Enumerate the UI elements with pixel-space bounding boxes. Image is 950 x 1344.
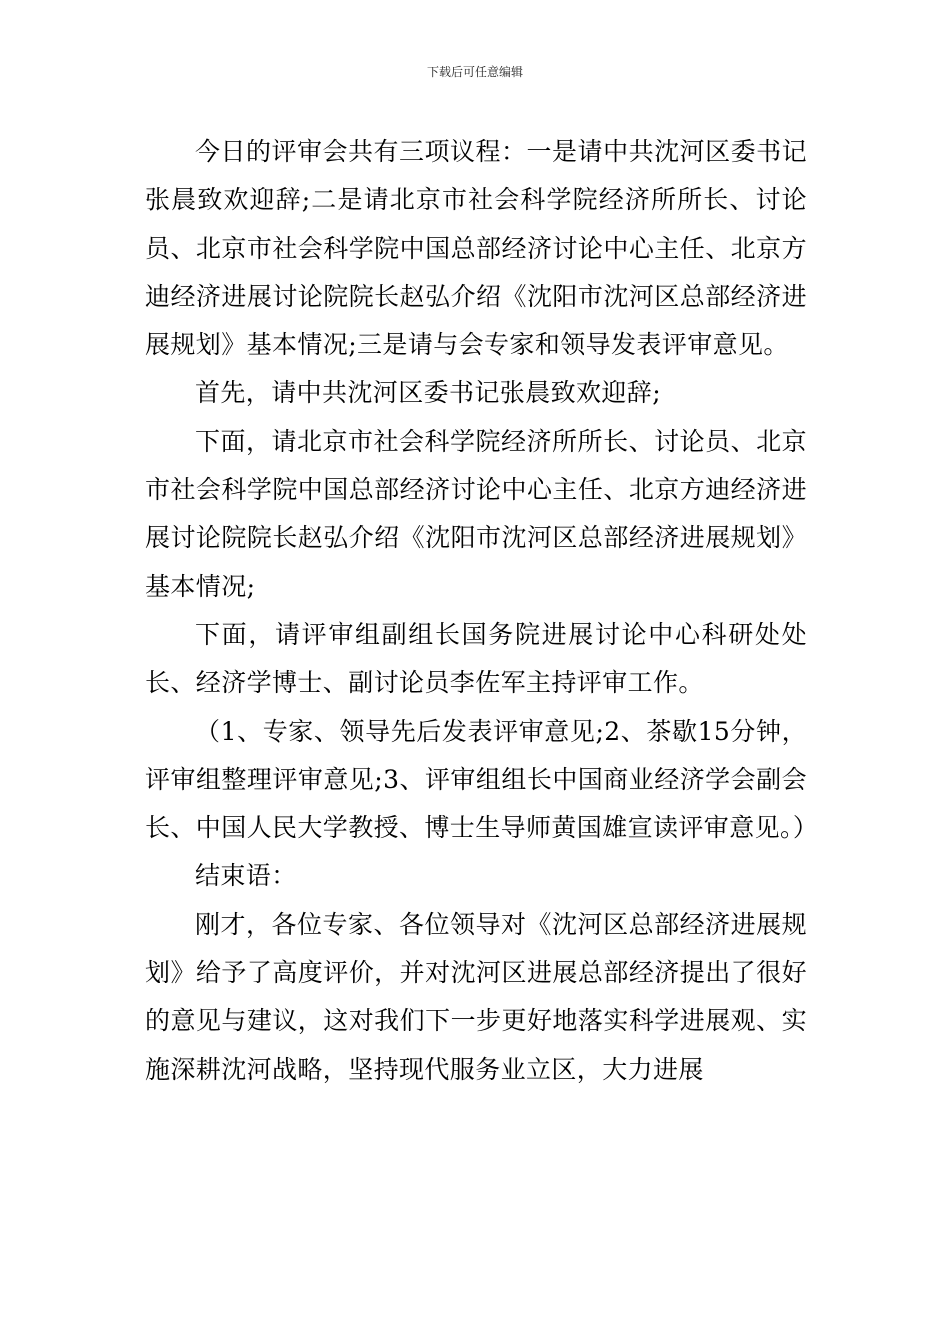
document-body [145,128,819,1094]
paragraph-welcome: 首先，请中共沈河区委书记张晨致欢迎辞; [195,378,662,408]
paragraph-plan-introduction: 下面，请北京市社会科学院经济所所长、讨论员、北京市社会科学院中国总部经济讨论中心主任、北京方迪经济进展讨论院院长赵弘介绍《沈阳市沈河区总部经济进展规划》基本情况; [145,426,807,601]
paragraph-review-steps: （1、专家、领导先后发表评审意见;2、茶歇15分钟，评审组整理评审意见;3、评审组组长中国商业经济学会副会长、中国人民大学教授、博士生导师黄国雄宣读评审意见。） [145,716,819,843]
paragraph-agenda: 今日的评审会共有三项议程：一是请中共沈河区委书记张晨致欢迎辞;二是请北京市社会科学院经济所所长、讨论员、北京市社会科学院中国总部经济讨论中心主任、北京方迪经济进展讨论院院长赵弘介绍《沈阳市沈河区总部经济进展规划》基本情况;三是请与会专家和领导发表评审意见。 [145,137,807,360]
paragraph-closing-remarks: 刚才，各位专家、各位领导对《沈河区总部经济进展规划》给予了高度评价，并对沈河区进展总部经济提出了很好的意见与建议，这对我们下一步更好地落实科学进展观、实施深耕沈河战略，坚持现代服务业立区，大力进展 [145,909,807,1084]
paragraph-closing-heading: 结束语： [195,861,297,891]
page-header-note: 下载后可任意编辑 [426,65,523,79]
paragraph-review-host: 下面，请评审组副组长国务院进展讨论中心科研处处长、经济学博士、副讨论员李佐军主持评审工作。 [145,619,807,698]
